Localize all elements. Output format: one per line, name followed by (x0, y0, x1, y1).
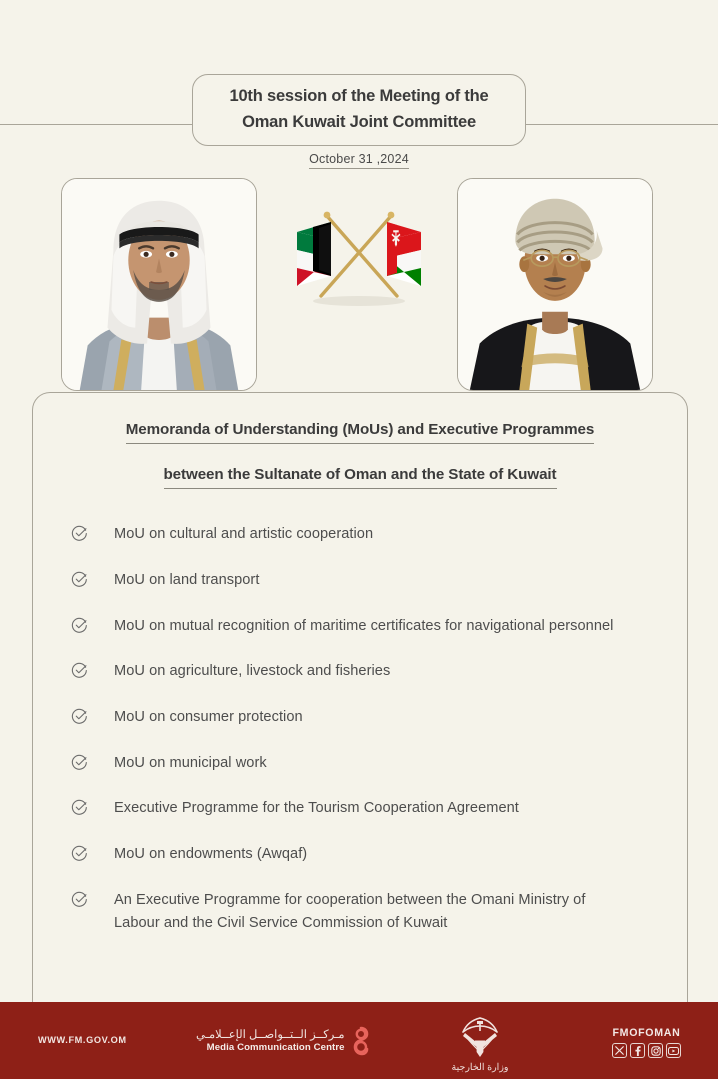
mou-item-text: MoU on cultural and artistic cooperation (114, 526, 374, 543)
list-item (71, 660, 661, 684)
media-communication-centre-logo (196, 1026, 369, 1056)
list-item (71, 615, 661, 639)
list-item (71, 752, 661, 776)
portrait-card-kuwait (61, 178, 257, 391)
circle-check-icon (71, 799, 88, 816)
youtube-icon[interactable] (666, 1043, 681, 1058)
portrait-card-oman (457, 178, 653, 391)
mcc-label-arabic: مـركــز الــتــواصــل الإعــلامـي (196, 1028, 345, 1041)
social-media-block (612, 1027, 681, 1058)
kuwaiti-official-portrait (62, 179, 256, 390)
mou-item-text: Executive Programme for the Tourism Cooperation Agreement (114, 800, 519, 817)
circle-check-icon (71, 708, 88, 725)
crossed-flags-kuwait-oman (279, 198, 439, 310)
page-title-line-1: 10th session of the Meeting of the (229, 87, 489, 106)
mcc-text-block (196, 1028, 345, 1055)
circle-check-icon (71, 571, 88, 588)
mou-item-text: An Executive Programme for cooperation between the Omani Ministry of Labour and the Civil Service Commission of Kuwait (114, 891, 586, 932)
list-item (71, 523, 661, 547)
date-wrapper (0, 150, 718, 169)
page-title-line-2: Oman Kuwait Joint Committee (242, 113, 476, 131)
mou-item-text: MoU on land transport (114, 572, 260, 589)
circle-check-icon (71, 662, 88, 679)
khanjar-emblem-icon (454, 1014, 506, 1060)
x-icon[interactable] (612, 1043, 627, 1058)
instagram-icon[interactable] (648, 1043, 663, 1058)
mou-item-text: MoU on mutual recognition of maritime certificates for navigational personnel (114, 617, 614, 634)
list-item (71, 569, 661, 593)
social-handle: FMOFOMAN (612, 1027, 681, 1039)
mou-content-card (32, 392, 688, 1010)
list-item (71, 889, 661, 936)
mou-item-text: MoU on endowments (Awqaf) (114, 845, 308, 862)
mcc-label-english: Media Communication Centre (206, 1041, 345, 1053)
list-item (71, 797, 661, 821)
footer-bar (0, 1002, 718, 1079)
card-heading-line-1: Memoranda of Understanding (MoUs) and Executive Programmes (126, 421, 594, 444)
card-heading-line-2: between the Sultanate of Oman and the State of Kuwait (164, 466, 557, 489)
circle-check-icon (71, 525, 88, 542)
mou-item-text: MoU on agriculture, livestock and fisheries (114, 663, 391, 680)
footer-website-url[interactable]: WWW.FM.GOV.OM (38, 1035, 127, 1045)
mou-item-text: MoU on municipal work (114, 754, 267, 771)
omani-official-portrait (458, 179, 652, 390)
social-icons-row (612, 1043, 681, 1058)
circle-check-icon (71, 617, 88, 634)
ministry-label-arabic: وزارة الخارجية (451, 1062, 509, 1073)
mou-item-text: MoU on consumer protection (114, 709, 303, 726)
title-box (192, 74, 526, 146)
card-heading (59, 421, 661, 489)
list-item (71, 843, 661, 867)
facebook-icon[interactable] (630, 1043, 645, 1058)
oman-national-emblem (447, 1014, 513, 1073)
list-item (71, 706, 661, 730)
circle-check-icon (71, 845, 88, 862)
flags-illustration (279, 198, 439, 310)
circle-check-icon (71, 754, 88, 771)
mcc-mark-icon (353, 1026, 369, 1056)
mou-list (59, 523, 661, 935)
event-date: October 31 ,2024 (309, 152, 409, 169)
circle-check-icon (71, 891, 88, 908)
